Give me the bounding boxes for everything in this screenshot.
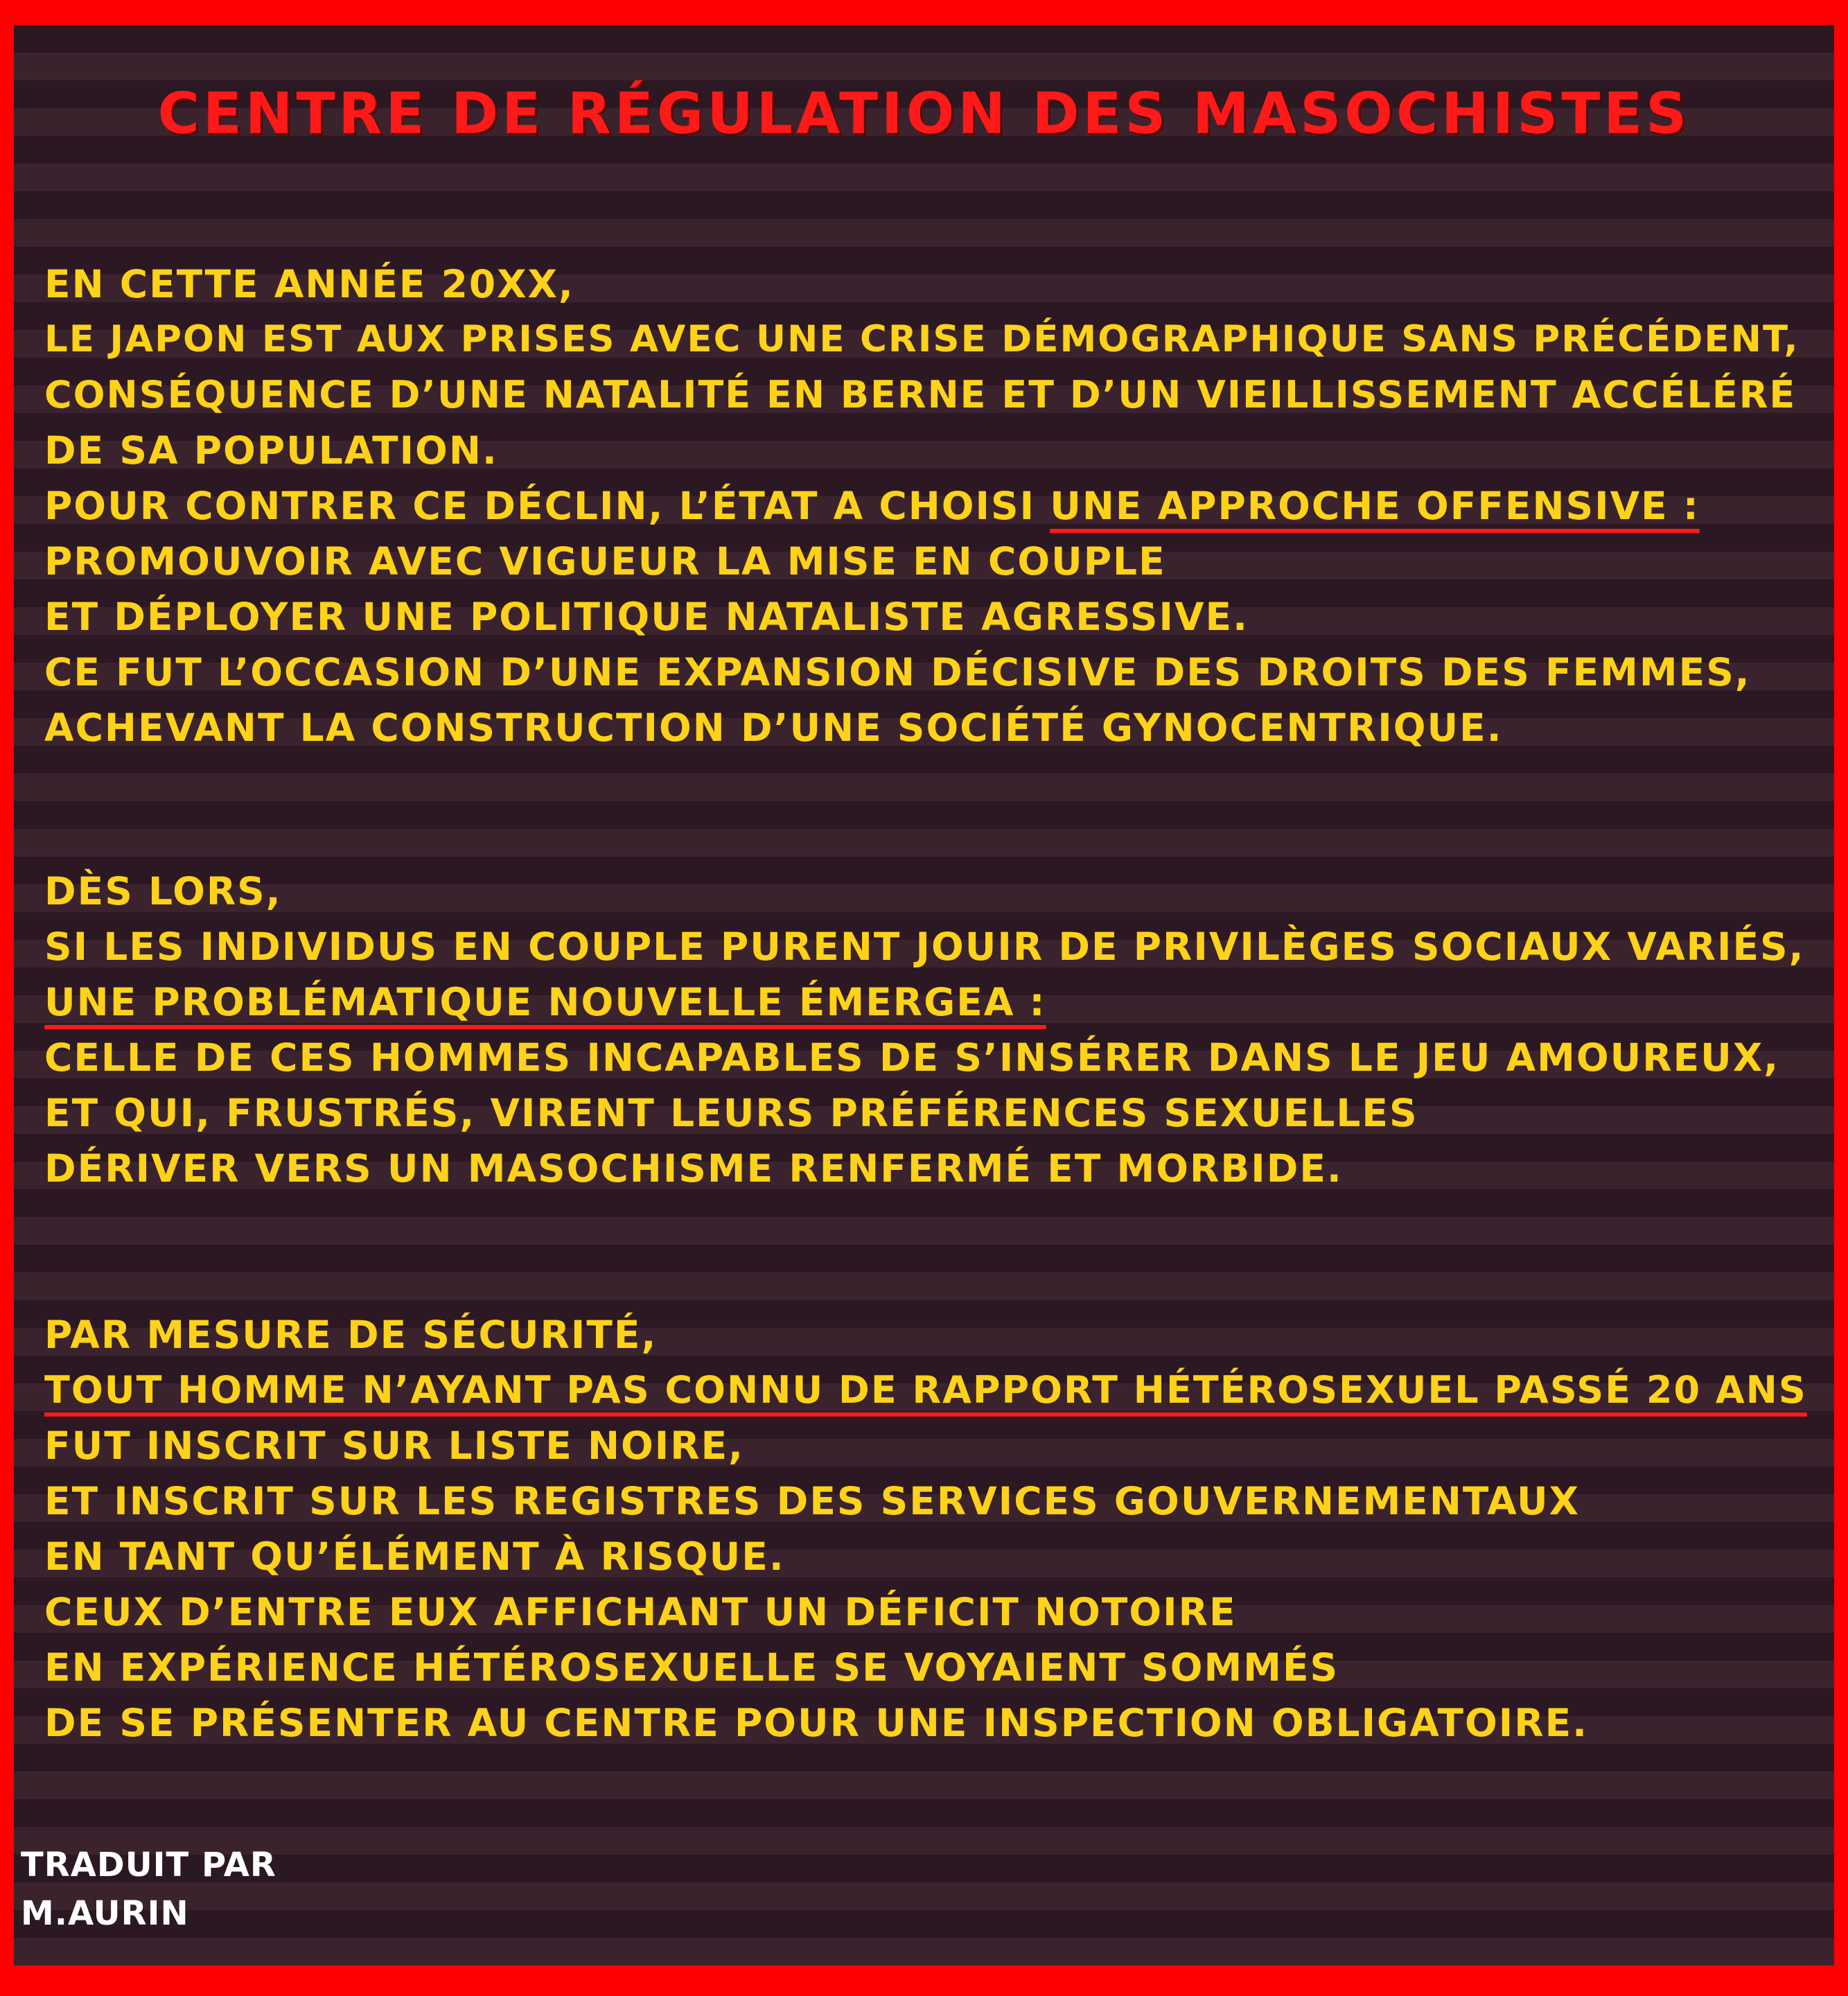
text-line: DE SA POPULATION.	[44, 428, 498, 473]
text-line: DÈS LORS,	[44, 869, 282, 913]
text-line: CE FUT L’OCCASION D’UNE EXPANSION DÉCISIVE DES DROITS DES FEMMES,	[44, 650, 1751, 694]
translator-credit	[21, 1841, 276, 1938]
credit-line: TRADUIT PAR	[21, 1846, 276, 1884]
text-line: LE JAPON EST AUX PRISES AVEC UNE CRISE DÉMOGRAPHIQUE SANS PRÉCÉDENT,	[44, 318, 1799, 360]
text-line: PAR MESURE DE SÉCURITÉ,	[44, 1313, 658, 1357]
text-line: FUT INSCRIT SUR LISTE NOIRE,	[44, 1424, 745, 1468]
text-line: ET DÉPLOYER UNE POLITIQUE NATALISTE AGRESSIVE.	[44, 595, 1249, 639]
text-line: CEUX D’ENTRE EUX AFFICHANT UN DÉFICIT NOTOIRE	[44, 1590, 1237, 1634]
underlined-phrase: TOUT HOMME N’AYANT PAS CONNU DE RAPPORT HÉTÉROSEXUEL PASSÉ 20 ANS	[44, 1368, 1807, 1412]
paragraph-measures	[44, 1307, 1807, 1751]
underlined-phrase: UNE PROBLÉMATIQUE NOUVELLE ÉMERGEA :	[44, 980, 1046, 1024]
text-line: ACHEVANT LA CONSTRUCTION D’UNE SOCIÉTÉ GYNOCENTRIQUE.	[44, 706, 1503, 750]
text-segment: POUR CONTRER CE DÉCLIN, L’ÉTAT A CHOISI	[44, 484, 1050, 528]
credit-name: M.AURIN	[21, 1894, 189, 1933]
text-line: DÉRIVER VERS UN MASOCHISME RENFERMÉ ET MORBIDE.	[44, 1146, 1343, 1191]
text-line: CONSÉQUENCE D’UNE NATALITÉ EN BERNE ET D’UN VIEILLISSEMENT ACCÉLÉRÉ	[44, 373, 1797, 417]
paragraph-problem	[44, 864, 1805, 1196]
text-panel	[14, 25, 1834, 1966]
text-line: PROMOUVOIR AVEC VIGUEUR LA MISE EN COUPLE	[44, 539, 1166, 584]
text-line: DE SE PRÉSENTER AU CENTRE POUR UNE INSPECTION OBLIGATOIRE.	[44, 1701, 1589, 1745]
text-line: EN EXPÉRIENCE HÉTÉROSEXUELLE SE VOYAIENT SOMMÉS	[44, 1645, 1339, 1690]
paragraph-intro	[44, 256, 1799, 755]
text-line: SI LES INDIVIDUS EN COUPLE PURENT JOUIR DE PRIVILÈGES SOCIAUX VARIÉS,	[44, 925, 1805, 969]
text-line: ET INSCRIT SUR LES REGISTRES DES SERVICES GOUVERNEMENTAUX	[44, 1479, 1581, 1523]
text-line: CELLE DE CES HOMMES INCAPABLES DE S’INSÉRER DANS LE JEU AMOUREUX,	[44, 1035, 1780, 1080]
text-line: EN TANT QU’ÉLÉMENT À RISQUE.	[44, 1534, 785, 1579]
underlined-phrase: UNE APPROCHE OFFENSIVE :	[1050, 484, 1700, 528]
text-line	[44, 478, 1799, 534]
page-title: CENTRE DE RÉGULATION DES MASOCHISTES	[157, 81, 1691, 147]
text-line: EN CETTE ANNÉE 20XX,	[44, 262, 574, 306]
text-line: ET QUI, FRUSTRÉS, VIRENT LEURS PRÉFÉRENCES SEXUELLES	[44, 1091, 1418, 1135]
